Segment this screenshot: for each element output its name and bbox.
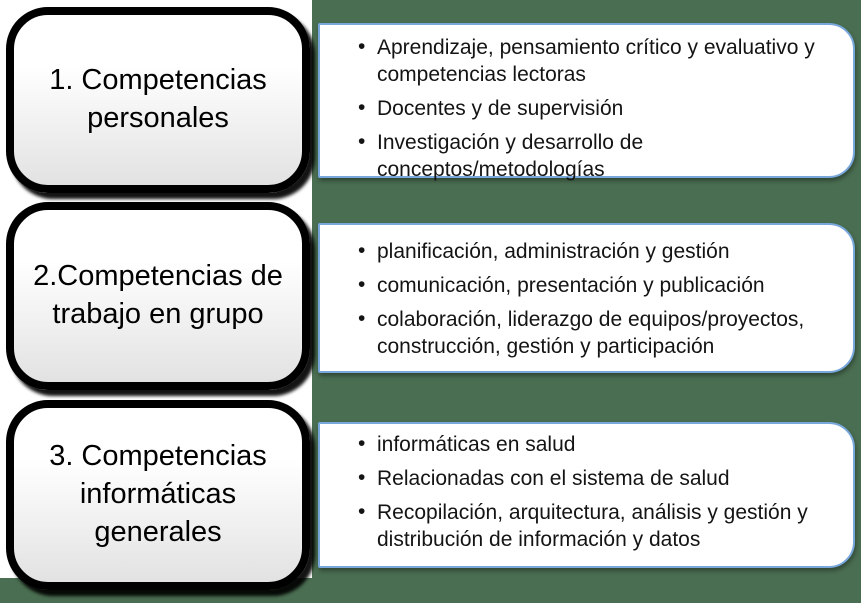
bullet-item — [358, 432, 837, 459]
heading-box-trabajo-en-grupo — [6, 202, 310, 390]
heading-box-competencias-personales — [6, 7, 310, 193]
bullet-dot-icon: • — [358, 95, 366, 119]
bullet-dot-icon: • — [358, 432, 366, 455]
bullet-item — [358, 96, 837, 123]
bullet-item — [358, 307, 837, 361]
bullet-text: Recopilación, arquitectura, análisis y gestión y distribución de información y datos — [377, 500, 808, 551]
bullet-item — [358, 273, 837, 300]
bullet-panel-informaticas-generales — [318, 422, 855, 568]
bullet-panel-competencias-personales — [318, 23, 855, 181]
bullet-text: colaboración, liderazgo de equipos/proyectos, construcción, gestión y participación — [377, 307, 805, 358]
bullet-text: informáticas en salud — [377, 433, 576, 456]
bullet-list — [320, 225, 853, 361]
heading-text: 2.Competencias de trabajo en grupo — [33, 260, 283, 330]
bullet-item — [358, 130, 837, 184]
heading-box-informaticas-generales — [6, 400, 310, 590]
bullet-dot-icon: • — [358, 129, 366, 153]
bullet-dot-icon: • — [358, 465, 366, 489]
bullet-item — [358, 35, 837, 89]
bullet-list — [320, 424, 853, 554]
bullet-item — [358, 239, 837, 266]
bullet-text: Aprendizaje, pensamiento crítico y evaluativo y competencias lectoras — [377, 36, 815, 86]
bullet-dot-icon: • — [358, 239, 366, 262]
bullet-item — [358, 466, 837, 493]
bullet-text: Investigación y desarrollo de conceptos/metodologías — [377, 130, 644, 181]
bullet-panel-trabajo-en-grupo — [318, 223, 855, 373]
bullet-dot-icon: • — [358, 306, 366, 330]
bullet-text: Relacionadas con el sistema de salud — [377, 466, 730, 490]
bullet-dot-icon: • — [358, 499, 366, 523]
bullet-text: Docentes y de supervisión — [377, 96, 624, 120]
bullet-text: planificación, administración y gestión — [377, 240, 730, 263]
bullet-dot-icon: • — [358, 35, 366, 58]
bullet-text: comunicación, presentación y publicación — [377, 273, 765, 297]
bullet-item — [358, 500, 837, 554]
bullet-dot-icon: • — [358, 272, 366, 296]
bullet-list — [320, 25, 853, 183]
heading-text: 1. Competencias personales — [49, 64, 267, 134]
heading-text: 3. Competencias informáticas generales — [49, 440, 267, 548]
